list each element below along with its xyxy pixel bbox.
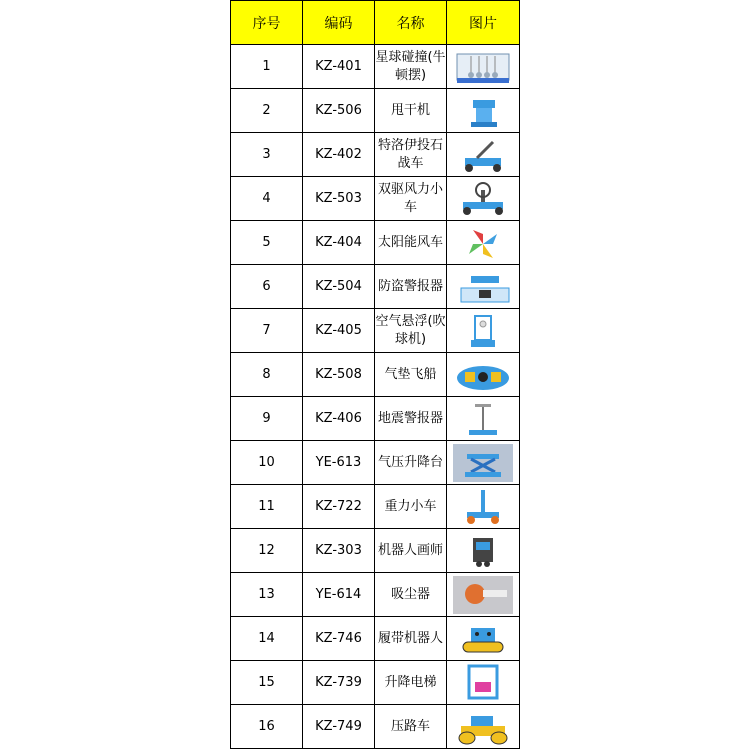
seq-cell: 15 [231, 661, 303, 705]
table-row [231, 133, 520, 177]
seq-cell: 2 [231, 89, 303, 133]
header-seq: 序号 [231, 1, 303, 45]
code-cell: KZ-508 [303, 353, 375, 397]
elevator-icon [453, 664, 513, 702]
code-cell: KZ-749 [303, 705, 375, 749]
pinwheel-icon [453, 224, 513, 262]
table-row [231, 485, 520, 529]
code-cell: KZ-503 [303, 177, 375, 221]
code-cell: KZ-406 [303, 397, 375, 441]
product-table [230, 0, 520, 749]
name-cell: 重力小车 [375, 485, 447, 529]
picture-cell [447, 89, 520, 133]
table-row [231, 705, 520, 749]
table-row [231, 309, 520, 353]
header-name: 名称 [375, 1, 447, 45]
seq-cell: 9 [231, 397, 303, 441]
seq-cell: 16 [231, 705, 303, 749]
header-code: 编码 [303, 1, 375, 45]
table-row [231, 661, 520, 705]
header-picture: 图片 [447, 1, 520, 45]
picture-cell [447, 573, 520, 617]
earthquake-alarm-icon [453, 400, 513, 438]
picture-cell [447, 397, 520, 441]
drawing-robot-icon [453, 532, 513, 570]
code-cell: KZ-303 [303, 529, 375, 573]
table-row [231, 177, 520, 221]
table-row [231, 265, 520, 309]
code-cell: KZ-402 [303, 133, 375, 177]
seq-cell: 11 [231, 485, 303, 529]
name-cell: 机器人画师 [375, 529, 447, 573]
catapult-car-icon [453, 136, 513, 174]
code-cell: YE-614 [303, 573, 375, 617]
tracked-robot-icon [453, 620, 513, 658]
seq-cell: 5 [231, 221, 303, 265]
name-cell: 空气悬浮(吹球机) [375, 309, 447, 353]
code-cell: KZ-404 [303, 221, 375, 265]
code-cell: KZ-504 [303, 265, 375, 309]
code-cell: KZ-722 [303, 485, 375, 529]
picture-cell [447, 705, 520, 749]
table-row [231, 441, 520, 485]
name-cell: 履带机器人 [375, 617, 447, 661]
picture-cell [447, 529, 520, 573]
code-cell: KZ-739 [303, 661, 375, 705]
picture-cell [447, 309, 520, 353]
seq-cell: 13 [231, 573, 303, 617]
picture-cell [447, 441, 520, 485]
picture-cell [447, 45, 520, 89]
picture-cell [447, 177, 520, 221]
ball-blower-icon [453, 312, 513, 350]
picture-cell [447, 617, 520, 661]
road-roller-icon [453, 708, 513, 746]
newtons-cradle-icon [453, 48, 513, 86]
name-cell: 压路车 [375, 705, 447, 749]
picture-cell [447, 661, 520, 705]
name-cell: 太阳能风车 [375, 221, 447, 265]
code-cell: YE-613 [303, 441, 375, 485]
seq-cell: 12 [231, 529, 303, 573]
name-cell: 气压升降台 [375, 441, 447, 485]
name-cell: 升降电梯 [375, 661, 447, 705]
gravity-car-icon [453, 488, 513, 526]
table-row [231, 89, 520, 133]
table-row [231, 529, 520, 573]
seq-cell: 14 [231, 617, 303, 661]
table-row [231, 397, 520, 441]
code-cell: KZ-405 [303, 309, 375, 353]
vacuum-icon [453, 576, 513, 614]
seq-cell: 7 [231, 309, 303, 353]
table-row [231, 221, 520, 265]
picture-cell [447, 485, 520, 529]
picture-cell [447, 133, 520, 177]
picture-cell [447, 353, 520, 397]
table-row [231, 45, 520, 89]
seq-cell: 1 [231, 45, 303, 89]
picture-cell [447, 221, 520, 265]
name-cell: 甩干机 [375, 89, 447, 133]
alarm-platform-icon [453, 268, 513, 306]
name-cell: 气垫飞船 [375, 353, 447, 397]
name-cell: 吸尘器 [375, 573, 447, 617]
name-cell: 星球碰撞(牛顿摆) [375, 45, 447, 89]
seq-cell: 6 [231, 265, 303, 309]
picture-cell [447, 265, 520, 309]
name-cell: 特洛伊投石战车 [375, 133, 447, 177]
wind-car-icon [453, 180, 513, 218]
seq-cell: 10 [231, 441, 303, 485]
code-cell: KZ-746 [303, 617, 375, 661]
name-cell: 防盗警报器 [375, 265, 447, 309]
seq-cell: 4 [231, 177, 303, 221]
seq-cell: 8 [231, 353, 303, 397]
seq-cell: 3 [231, 133, 303, 177]
table-row [231, 573, 520, 617]
spin-dryer-icon [453, 92, 513, 130]
table-row [231, 617, 520, 661]
hovercraft-icon [453, 356, 513, 394]
code-cell: KZ-401 [303, 45, 375, 89]
lift-platform-icon [453, 444, 513, 482]
table-row [231, 353, 520, 397]
header-row [231, 1, 520, 45]
name-cell: 双驱风力小车 [375, 177, 447, 221]
code-cell: KZ-506 [303, 89, 375, 133]
name-cell: 地震警报器 [375, 397, 447, 441]
